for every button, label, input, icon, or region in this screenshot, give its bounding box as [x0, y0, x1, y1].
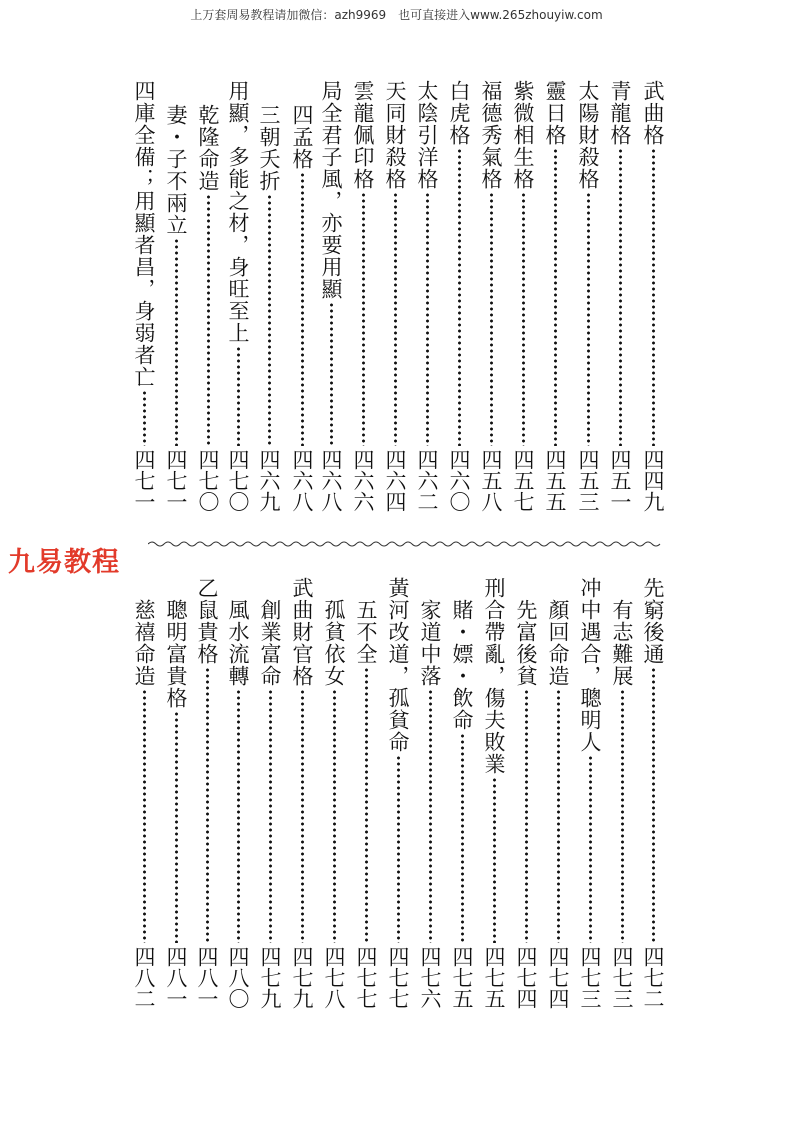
- toc-entry: [542, 80, 568, 512]
- toc-entry: [545, 599, 571, 1009]
- dot-leader: [397, 755, 400, 943]
- entry-page: 四六四: [383, 449, 407, 512]
- entry-page: 四七八: [322, 946, 346, 1009]
- entry-page: 四七九: [258, 946, 282, 1009]
- entry-title: 四庫全備；用顯者昌，身弱者亡: [132, 80, 156, 388]
- toc-entry: [414, 80, 440, 512]
- entry-page: 四六九: [257, 449, 281, 512]
- entry-title: 家道中落: [418, 599, 442, 687]
- dot-leader: [522, 192, 525, 446]
- entry-title: 武曲格: [641, 80, 665, 146]
- toc-entry: [350, 80, 376, 512]
- toc-entry: [131, 599, 157, 1009]
- entry-page: 四六八: [290, 449, 314, 512]
- dot-leader: [175, 711, 178, 943]
- entry-title: 刑合帶亂，傷夫敗業: [482, 577, 506, 775]
- dot-leader: [206, 667, 209, 943]
- dot-leader: [330, 302, 333, 446]
- entry-title: 用顯，多能之材，身旺至上: [226, 80, 250, 344]
- entry-page: 四五七: [511, 449, 535, 512]
- toc-entry: [225, 599, 251, 1009]
- dot-leader: [301, 172, 304, 446]
- toc-entry: [163, 599, 189, 1009]
- entry-title: 妻・子不兩立: [164, 104, 188, 236]
- dot-leader: [587, 192, 590, 446]
- toc-entry: [382, 80, 408, 512]
- dot-leader: [301, 689, 304, 943]
- entry-page: 四六八: [319, 449, 343, 512]
- entry-title: 太陰引洋格: [415, 80, 439, 190]
- toc-entry: [609, 599, 635, 1009]
- entry-page: 四六六: [351, 449, 375, 512]
- dot-leader: [493, 777, 496, 943]
- dot-leader: [490, 192, 493, 446]
- entry-page: 四七四: [546, 946, 570, 1009]
- entry-page: 四八一: [195, 946, 219, 1009]
- wavy-divider: [148, 538, 663, 550]
- entry-title: 白虎格: [447, 80, 471, 146]
- entry-title: 聰明富貴格: [164, 599, 188, 709]
- entry-page: 四七七: [354, 946, 378, 1009]
- entry-page: 四七九: [290, 946, 314, 1009]
- dot-leader: [365, 667, 368, 943]
- toc-entry: [163, 104, 189, 512]
- watermark-logo: 九易教程: [8, 547, 120, 578]
- dot-leader: [652, 667, 655, 943]
- toc-entry: [417, 599, 443, 1009]
- dot-leader: [207, 194, 210, 446]
- toc-entry: [195, 104, 221, 512]
- dot-leader: [461, 733, 464, 943]
- entry-title: 靈日格: [543, 80, 567, 146]
- entry-title: 賭・嫖・飲命: [450, 599, 474, 731]
- page-header: 上万套周易教程请加微信：azh9969 也可直接进入www.265zhouyiw.com: [190, 8, 603, 22]
- entry-page: 四七〇: [196, 449, 220, 512]
- toc-entry: [385, 577, 411, 1009]
- toc-entry: [575, 80, 601, 512]
- toc-entry: [510, 80, 536, 512]
- dot-leader: [143, 390, 146, 446]
- entry-title: 福德秀氣格: [479, 80, 503, 190]
- toc-entry: [289, 104, 315, 512]
- dot-leader: [362, 192, 365, 446]
- dot-leader: [589, 755, 592, 943]
- dot-leader: [175, 238, 178, 446]
- toc-entry: [353, 599, 379, 1009]
- entry-page: 四五五: [543, 449, 567, 512]
- dot-leader: [557, 689, 560, 943]
- entry-title: 紫微相生格: [511, 80, 535, 190]
- toc-entry: [640, 80, 666, 512]
- toc-entry: [640, 577, 666, 1009]
- entry-page: 四五一: [608, 449, 632, 512]
- entry-page: 四七〇: [226, 449, 250, 512]
- entry-page: 四五三: [576, 449, 600, 512]
- entry-title: 青龍格: [608, 80, 632, 146]
- entry-page: 四八一: [164, 946, 188, 1009]
- toc-entry: [481, 577, 507, 1009]
- entry-page: 四七三: [578, 946, 602, 1009]
- entry-title: 黃河改道，孤貧命: [386, 577, 410, 753]
- toc-entry: [513, 599, 539, 1009]
- toc-entry: [194, 577, 220, 1009]
- entry-page: 四七五: [482, 946, 506, 1009]
- toc-entry: [289, 577, 315, 1009]
- dot-leader: [426, 192, 429, 446]
- toc-entry: [318, 80, 344, 512]
- dot-leader: [619, 148, 622, 446]
- entry-title: 乾隆命造: [196, 104, 220, 192]
- toc-entry: [449, 599, 475, 1009]
- entry-page: 四四九: [641, 449, 665, 512]
- entry-page: 四五八: [479, 449, 503, 512]
- entry-title: 風水流轉: [226, 599, 250, 687]
- entry-title: 慈禧命造: [132, 599, 156, 687]
- entry-title: 創業富命: [258, 599, 282, 687]
- entry-page: 四八〇: [226, 946, 250, 1009]
- toc-entry: [257, 599, 283, 1009]
- toc-entry: [225, 80, 251, 512]
- entry-page: 四八二: [132, 946, 156, 1009]
- toc-entry: [256, 104, 282, 512]
- entry-title: 武曲財官格: [290, 577, 314, 687]
- entry-title: 冲中遇合，聰明人: [578, 577, 602, 753]
- dot-leader: [525, 689, 528, 943]
- dot-leader: [429, 689, 432, 943]
- entry-page: 四七一: [164, 449, 188, 512]
- toc-entry: [321, 599, 347, 1009]
- toc-entry: [607, 80, 633, 512]
- dot-leader: [237, 346, 240, 446]
- entry-page: 四六〇: [447, 449, 471, 512]
- entry-title: 局全君子風，亦要用顯: [319, 80, 343, 300]
- entry-title: 五不全: [354, 599, 378, 665]
- dot-leader: [394, 192, 397, 446]
- entry-title: 先富後貧: [514, 599, 538, 687]
- entry-title: 太陽財殺格: [576, 80, 600, 190]
- entry-title: 先窮後通: [641, 577, 665, 665]
- entry-page: 四七七: [386, 946, 410, 1009]
- entry-title: 四孟格: [290, 104, 314, 170]
- dot-leader: [269, 689, 272, 943]
- entry-page: 四七五: [450, 946, 474, 1009]
- dot-leader: [652, 148, 655, 446]
- entry-title: 有志難展: [610, 599, 634, 687]
- entry-title: 雲龍佩印格: [351, 80, 375, 190]
- entry-title: 天同財殺格: [383, 80, 407, 190]
- toc-entry: [478, 80, 504, 512]
- toc-entry: [577, 577, 603, 1009]
- dot-leader: [621, 689, 624, 943]
- dot-leader: [333, 689, 336, 943]
- dot-leader: [554, 148, 557, 446]
- entry-page: 四六二: [415, 449, 439, 512]
- entry-page: 四七四: [514, 946, 538, 1009]
- entry-title: 乙鼠貴格: [195, 577, 219, 665]
- entry-page: 四七一: [132, 449, 156, 512]
- dot-leader: [237, 689, 240, 943]
- toc-entry: [446, 80, 472, 512]
- dot-leader: [458, 148, 461, 446]
- entry-page: 四七六: [418, 946, 442, 1009]
- entry-title: 孤貧依女: [322, 599, 346, 687]
- entry-title: 三朝夭折: [257, 104, 281, 192]
- entry-page: 四七二: [641, 946, 665, 1009]
- toc-entry: [131, 80, 157, 512]
- entry-page: 四七三: [610, 946, 634, 1009]
- entry-title: 顏回命造: [546, 599, 570, 687]
- dot-leader: [143, 689, 146, 943]
- dot-leader: [268, 194, 271, 446]
